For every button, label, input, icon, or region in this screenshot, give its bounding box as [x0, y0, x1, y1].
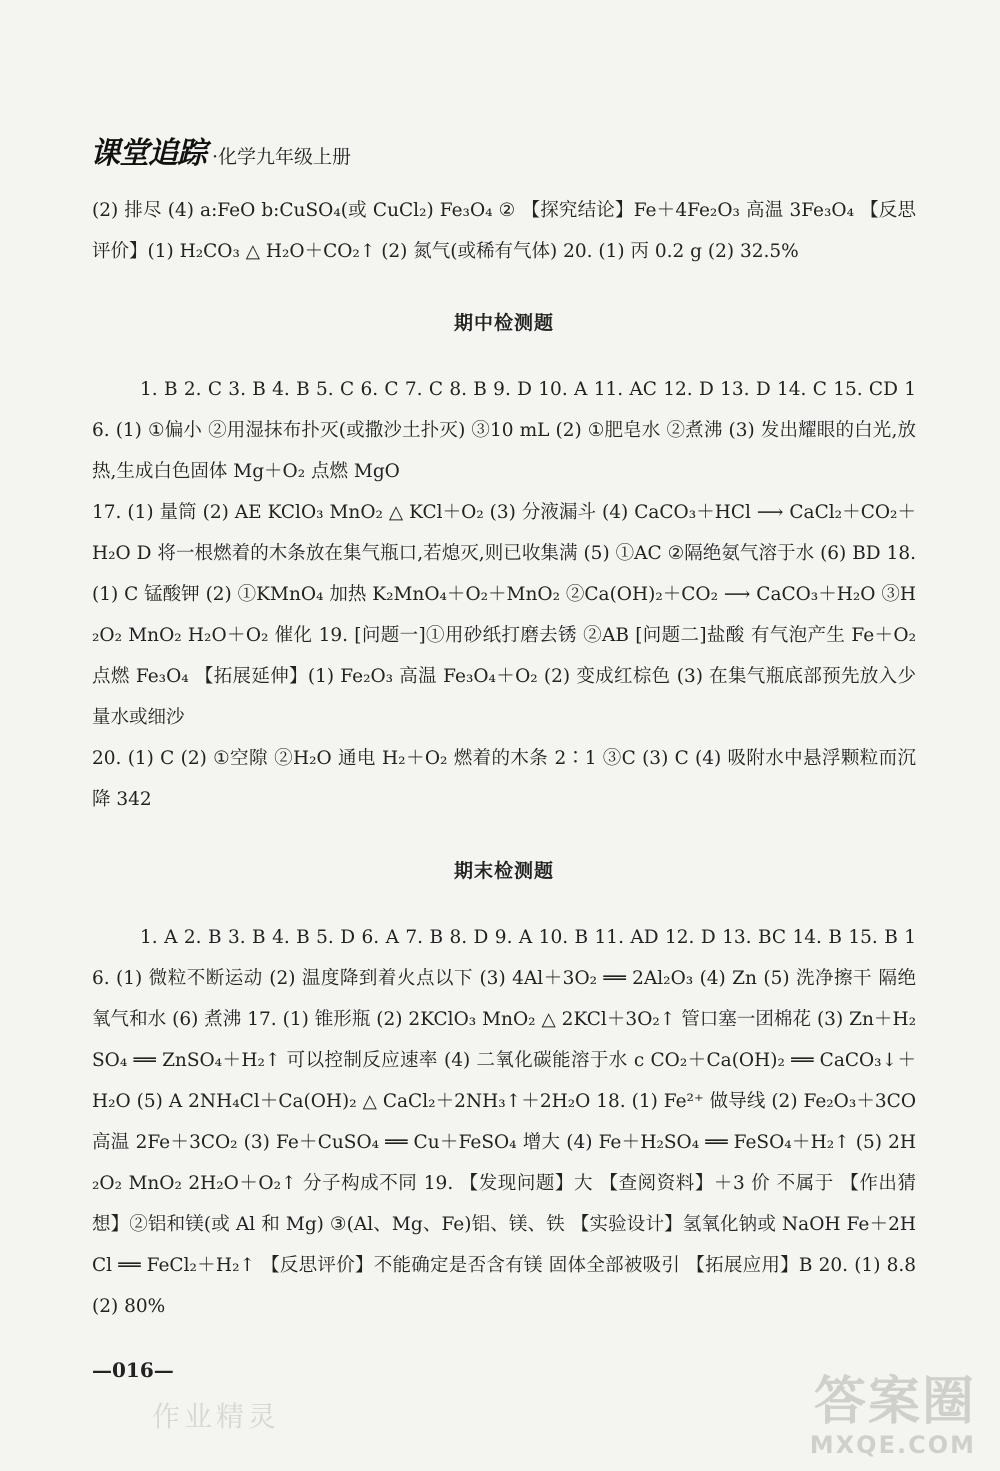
watermark-logo-text: 答案圈 [813, 1372, 976, 1432]
book-brand: 课堂追踪 [90, 136, 206, 171]
midterm-answers-3: 20. (1) C (2) ①空隙 ②H₂O 通电 H₂＋O₂ 燃着的木条 2∶1 ③C (3) C (4) 吸附水中悬浮颗粒而沉降 342 [92, 748, 916, 810]
watermark-left: 作业精灵 [152, 1400, 281, 1433]
page-header [90, 128, 351, 172]
intro-answers: (2) 排尽 (4) a:FeO b:CuSO₄(或 CuCl₂) Fe₃O₄ ② 【探究结论】Fe＋4Fe₂O₃ 高温 3Fe₃O₄ 【反思评价】(1) H₂CO₃ △ H₂O＋CO₂↑ (2) 氮气(或稀有气体) 20. (1) 丙 0.2 g (2) 32.5% [92, 200, 916, 262]
midterm-answers-2: 17. (1) 量筒 (2) AE KClO₃ MnO₂ △ KCl＋O₂ (3) 分液漏斗 (4) CaCO₃＋HCl ⟶ CaCl₂＋CO₂＋H₂O D 将一根燃着的木条放在集气瓶口,若熄灭,则已收集满 (5) ①AC ②隔绝氨气溶于水 (6) BD 18. (1) C 锰酸钾 (2) ①KMnO₄ 加热 K₂MnO₄＋O₂＋MnO₂ ②Ca(OH)₂＋CO₂ ⟶ CaCO₃＋H₂O ③H₂O₂ MnO₂ H₂O＋O₂ 催化 19. [问题一]①用砂纸打磨去锈 ②AB [问题二]盐酸 有气泡产生 Fe＋O₂ 点燃 Fe₃O₄ 【拓展延伸】(1) Fe₂O₃ 高温 Fe₃O₄＋O₂ (2) 变成红棕色 (3) 在集气瓶底部预先放入少量水或细沙 [92, 502, 916, 728]
site-watermark [810, 1373, 976, 1459]
final-answers: 1. A 2. B 3. B 4. B 5. D 6. A 7. B 8. D 9. A 10. B 11. AD 12. D 13. BC 14. B 15. B 16. (1) 微粒不断运动 (2) 温度降到着火点以下 (3) 4Al＋3O₂ ══ 2Al₂O₃ (4) Zn (5) 洗净擦干 隔绝氧气和水 (6) 煮沸 17. (1) 锥形瓶 (2) 2KClO₃ MnO₂ △ 2KCl＋3O₂↑ 管口塞一团棉花 (3) Zn＋H₂SO₄ ══ ZnSO₄＋H₂↑ 可以控制反应速率 (4) 二氧化碳能溶于水 c CO₂＋Ca(OH)₂ ══ CaCO₃↓＋H₂O (5) A 2NH₄Cl＋Ca(OH)₂ △ CaCl₂＋2NH₃↑＋2H₂O 18. (1) Fe²⁺ 做导线 (2) Fe₂O₃＋3CO 高温 2Fe＋3CO₂ (3) Fe＋CuSO₄ ══ Cu＋FeSO₄ 增大 (4) Fe＋H₂SO₄ ══ FeSO₄＋H₂↑ (5) 2H₂O₂ MnO₂ 2H₂O＋O₂↑ 分子构成不同 19. 【发现问题】大 【查阅资料】＋3 价 不属于 【作出猜想】②铝和镁(或 Al 和 Mg) ③(Al、Mg、Fe)铝、镁、铁 【实验设计】氢氧化钠或 NaOH Fe＋2HCl ══ FeCl₂＋H₂↑ 【反思评价】不能确定是否含有镁 固体全部被吸引 【拓展应用】B 20. (1) 8.8 (2) 80% [92, 927, 916, 1317]
page-number: —016— [92, 1358, 174, 1382]
answer-content [92, 190, 916, 1327]
final-title: 期末检测题 [453, 860, 554, 882]
watermark-url: MXQE.COM [809, 1431, 976, 1459]
midterm-title: 期中检测题 [453, 312, 554, 334]
book-subtitle: ·化学九年级上册 [212, 146, 352, 168]
midterm-answers-1: 1. B 2. C 3. B 4. B 5. C 6. C 7. C 8. B 9. D 10. A 11. AC 12. D 13. D 14. C 15. CD 16. (1) ①偏小 ②用湿抹布扑灭(或撒沙土扑灭) ③10 mL (2) ①肥皂水 ②煮沸 (3) 发出耀眼的白光,放热,生成白色固体 Mg＋O₂ 点燃 MgO [92, 379, 916, 482]
